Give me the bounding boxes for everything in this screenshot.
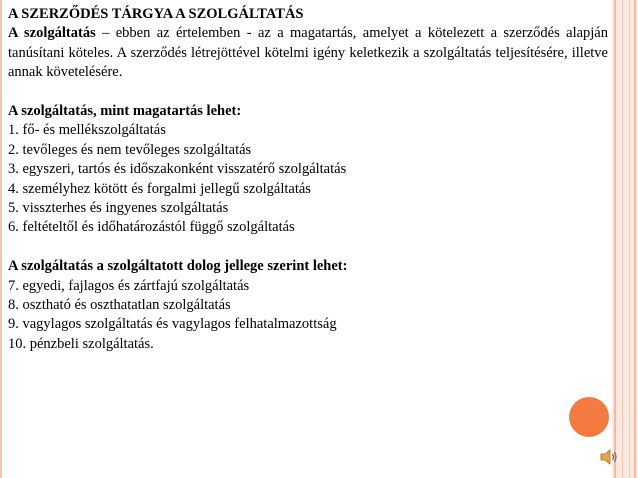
list-item: 6. feltételtől és időhatározástól függő szolgáltatás xyxy=(8,219,295,236)
slide-title: A SZERZŐDÉS TÁRGYA A SZOLGÁLTATÁS xyxy=(8,6,304,22)
list-item: 5. visszterhes és ingyenes szolgáltatás xyxy=(8,200,229,217)
list-item: 1. fő- és mellékszolgáltatás xyxy=(8,122,166,139)
list-item: 7. egyedi, fajlagos és zártfajú szolgáltatás xyxy=(8,277,250,294)
section1-heading: A szolgáltatás, mint magatartás lehet: xyxy=(8,103,242,120)
intro-term: A szolgáltatás xyxy=(8,25,96,42)
intro-paragraph xyxy=(8,24,608,82)
list-item: 2. tevőleges és nem tevőleges szolgáltatás xyxy=(8,141,252,158)
left-border xyxy=(0,0,2,478)
section2-heading: A szolgáltatás a szolgáltatott dolog jellege szerint lehet: xyxy=(8,258,348,275)
list-item: 8. osztható és oszthatatlan szolgáltatás xyxy=(8,297,231,314)
right-stripe xyxy=(622,0,623,478)
right-stripe xyxy=(614,0,616,478)
list-item: 4. személyhez kötött és forgalmi jellegű szolgáltatás xyxy=(8,180,311,197)
spacer xyxy=(8,238,608,257)
spacer xyxy=(8,83,608,102)
speaker-icon[interactable] xyxy=(599,447,619,467)
right-stripe xyxy=(629,0,630,478)
slide-content xyxy=(8,5,608,354)
right-stripe xyxy=(634,0,636,478)
list-item: 3. egyszeri, tartós és időszakonként visszatérő szolgáltatás xyxy=(8,161,347,178)
list-item: 9. vagylagos szolgáltatás és vagylagos felhatalmazottság xyxy=(8,316,337,333)
accent-circle xyxy=(569,397,609,437)
list-item: 10. pénzbeli szolgáltatás. xyxy=(8,335,154,352)
intro-text: – ebben az értelemben - az a magatartás, amelyet a kötelezett a szerződés alapján tanúsítani köteles. A szerződés létrejöttével kötelmi igény keletkezik a szolgáltatás teljesítésére, illetve annak követelésére. xyxy=(8,25,608,81)
